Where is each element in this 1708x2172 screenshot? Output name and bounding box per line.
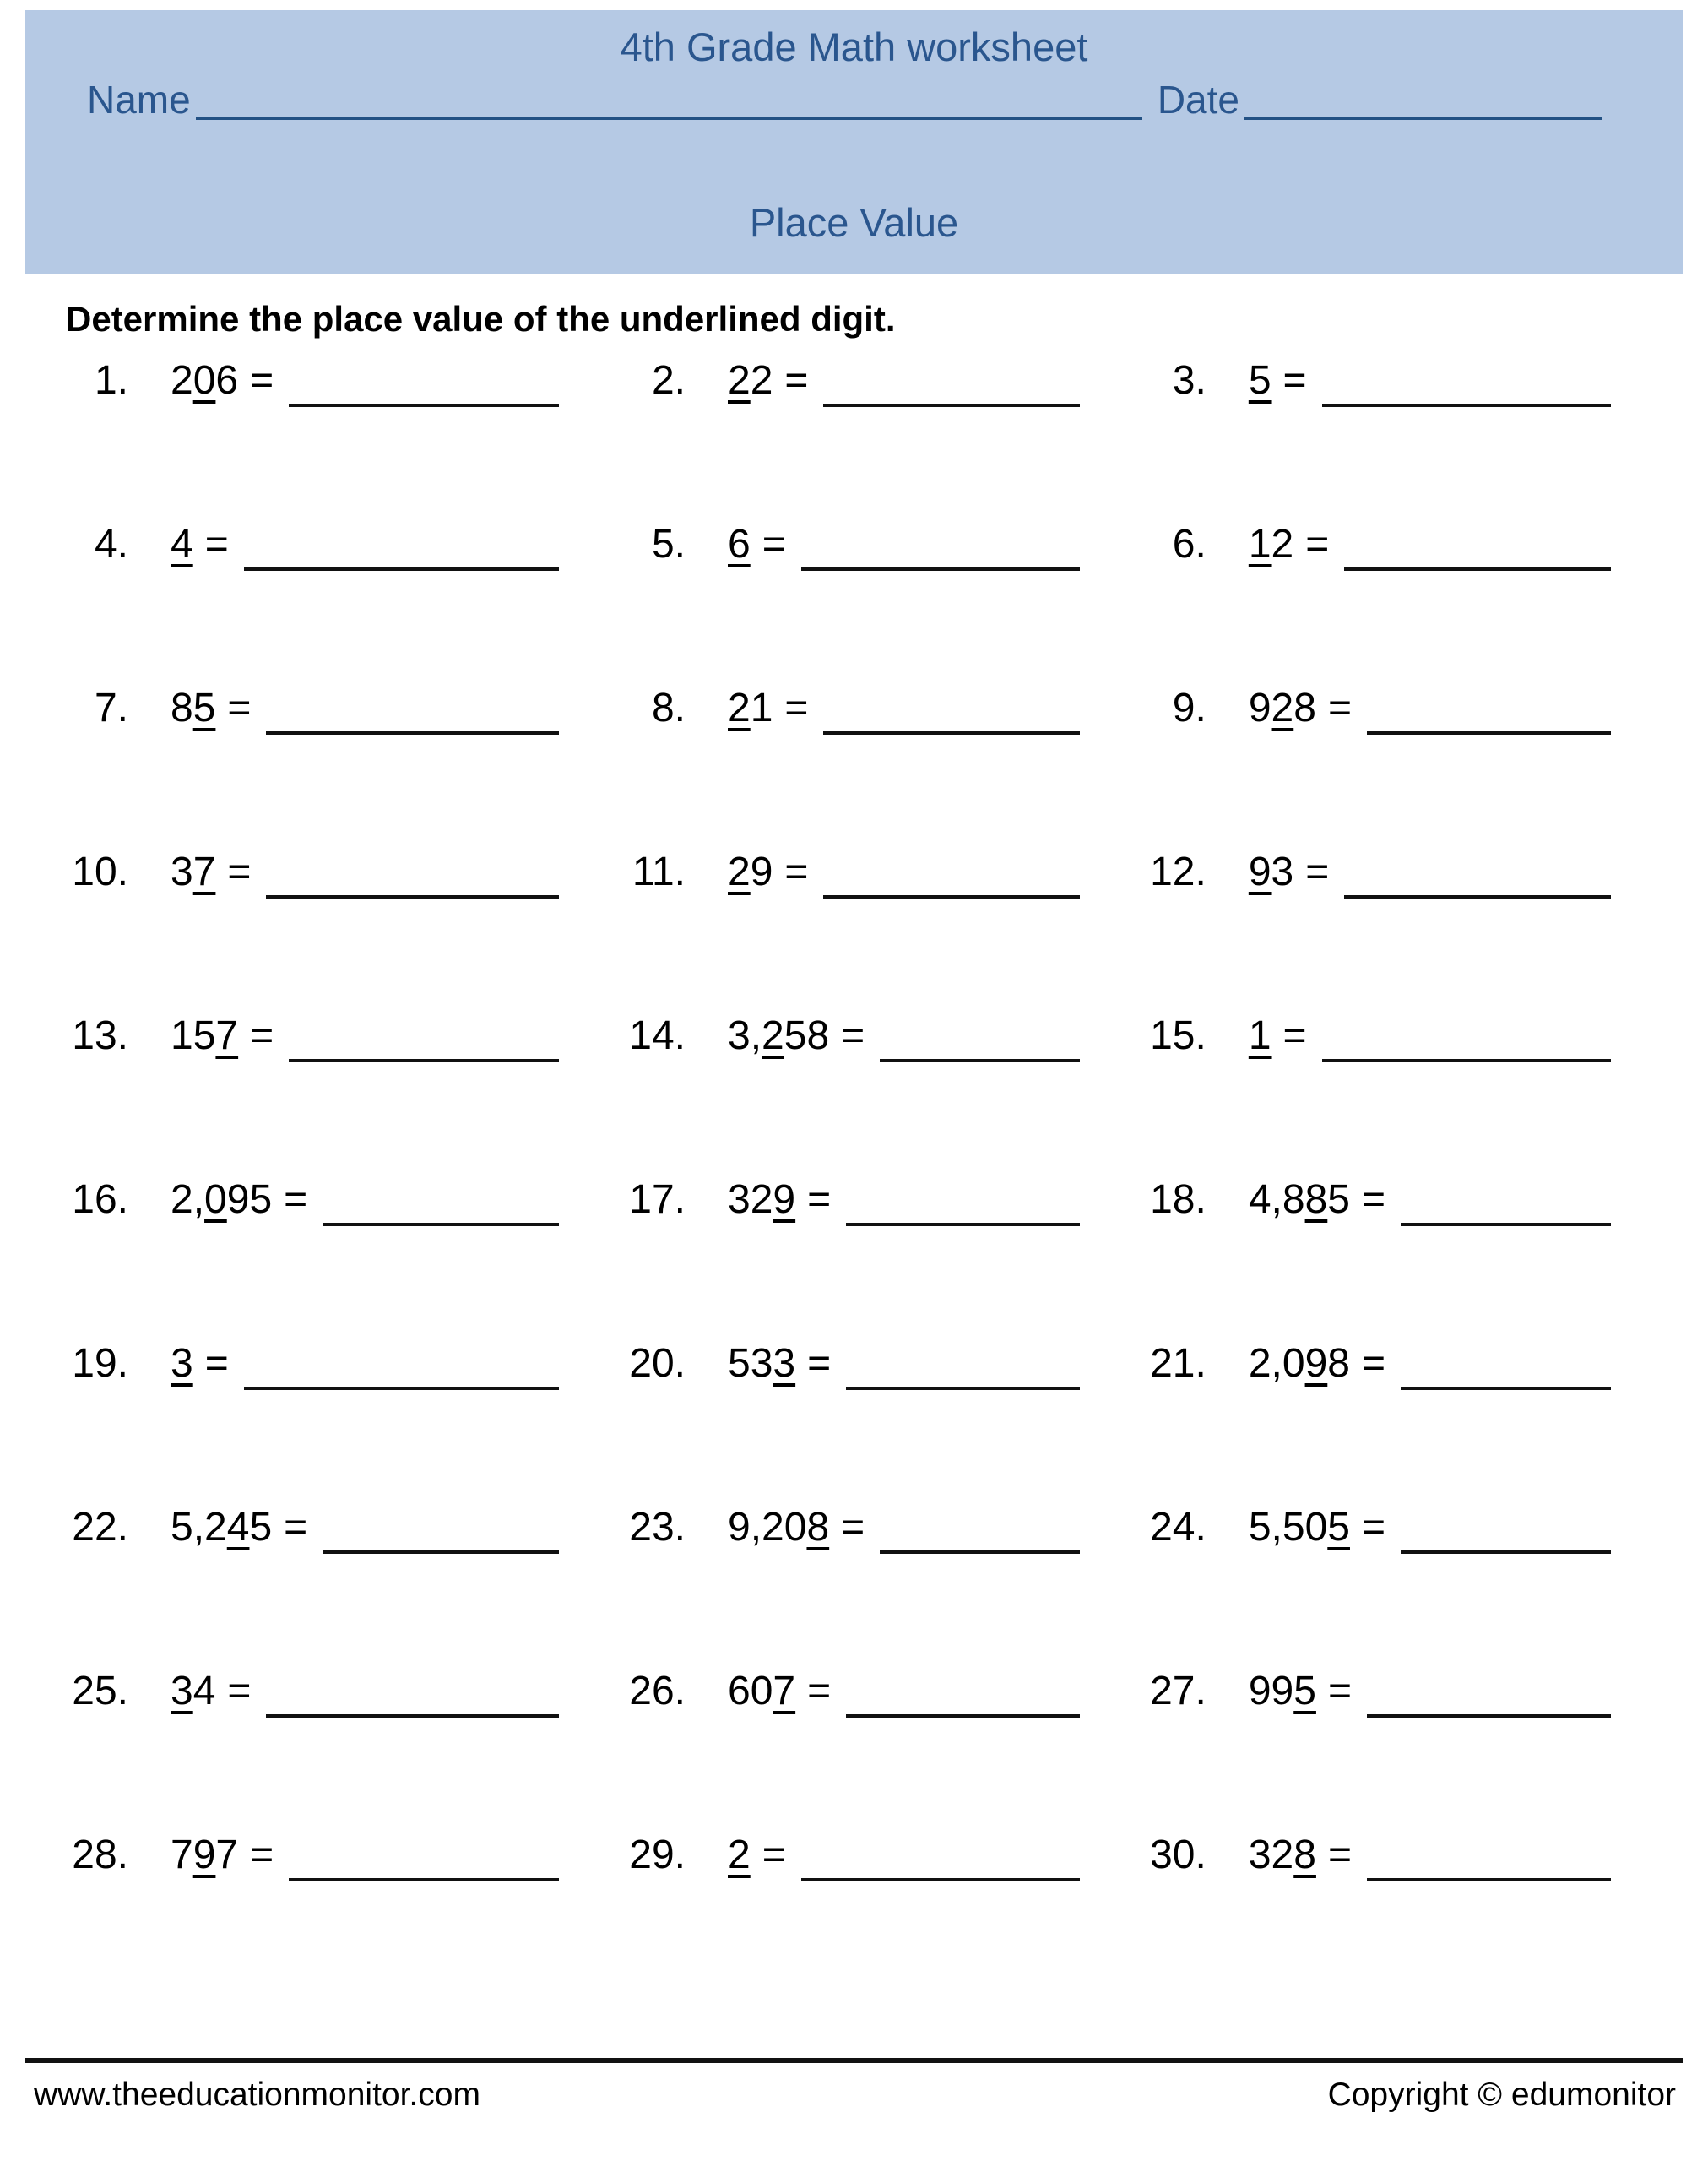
problem-item [1126,1323,1657,1487]
equals-sign: = [841,1505,865,1550]
problem-expression [728,1832,786,1879]
problem-item [48,1487,605,1651]
problem-item [1126,668,1657,832]
underlined-digit: 2 [728,850,751,894]
digit: 0 [750,1669,773,1713]
answer-blank-line [846,1387,1080,1390]
answer-blank-line [880,1550,1080,1554]
problem-number: 22. [72,1505,128,1550]
problem-number: 11. [632,850,686,894]
problem-expression [728,521,786,568]
problem-number: 5. [651,522,686,567]
underlined-digit: 9 [773,1177,796,1222]
problem-number: 15. [1150,1013,1206,1058]
digit: 1 [171,1013,193,1058]
problem-number: 1. [94,358,128,403]
equals-sign: = [1361,1177,1386,1222]
answer-blank-line [266,1714,559,1718]
worksheet-header [25,10,1683,274]
digit: 2 [1271,522,1294,567]
problem-number: 3. [1172,358,1206,403]
problem-expression [171,1340,229,1387]
equals-sign: = [784,850,809,894]
equals-sign: = [807,1669,832,1713]
problem-expression [171,1668,251,1715]
problem-number: 14. [629,1013,686,1058]
digit: 3 [728,1177,751,1222]
underlined-digit: 7 [192,850,216,894]
equals-sign: = [784,358,809,403]
answer-blank-line [1367,1878,1611,1881]
problem-number: 18. [1150,1177,1206,1222]
underlined-digit: 0 [192,358,216,403]
problem-number: 6. [1172,522,1206,567]
digit: 2 [750,1177,773,1222]
website-url: www.theeducationmonitor.com [34,2077,480,2113]
problem-number: 28. [72,1833,128,1877]
underlined-digit: 5 [192,686,216,730]
digit: 0 [784,1505,807,1550]
problem-expression [171,1013,274,1060]
equals-sign: = [807,1177,832,1222]
problem-item [1126,996,1657,1159]
equals-sign: = [204,1341,229,1386]
problem-item [605,1323,1126,1487]
underlined-digit: 9 [192,1833,216,1877]
digit: 6 [215,358,239,403]
problem-number: 29. [629,1833,686,1877]
problem-number: 8. [651,686,686,730]
date-blank-line [1244,117,1602,120]
problem-item [48,1159,605,1323]
problem-item [605,1815,1126,1979]
problem-number: 20. [629,1341,686,1386]
digit: 2 [750,358,773,403]
digit: 9 [226,1177,250,1222]
equals-sign: = [807,1341,832,1386]
underlined-digit: 3 [773,1341,796,1386]
answer-blank-line [880,1059,1080,1062]
digit: , [1271,1505,1282,1550]
digit: 5 [1282,1505,1305,1550]
problem-expression [171,357,274,405]
digit: 2 [1271,1833,1294,1877]
digit: , [192,1177,205,1222]
equals-sign: = [250,1833,274,1877]
problem-number: 2. [651,358,686,403]
problem-item [605,832,1126,996]
problem-expression [728,1013,865,1060]
underlined-digit: 9 [1304,1341,1328,1386]
problem-number: 30. [1150,1833,1206,1877]
equals-sign: = [227,850,252,894]
digit: 0 [1304,1505,1328,1550]
digit: 9 [1248,686,1272,730]
problem-expression [728,1176,831,1224]
digit: 3 [1271,850,1294,894]
problem-expression [1249,357,1307,405]
problem-item [1126,1651,1657,1815]
equals-sign: = [762,522,786,567]
problem-number: 24. [1150,1505,1206,1550]
copyright-text: Copyright © edumonitor [1327,2077,1676,2113]
equals-sign: = [841,1013,865,1058]
underlined-digit: 7 [215,1013,239,1058]
answer-blank-line [1322,1059,1611,1062]
equals-sign: = [1327,1669,1352,1713]
problem-item [605,1159,1126,1323]
answer-blank-line [1401,1223,1611,1226]
digit: 5 [784,1013,807,1058]
problem-expression [728,357,808,405]
answer-blank-line [1344,567,1611,571]
problem-expression [1249,1668,1352,1715]
equals-sign: = [1327,686,1352,730]
answer-blank-line [801,1878,1080,1881]
problem-item [1126,832,1657,996]
digit: 5 [171,1505,193,1550]
problem-expression [171,521,229,568]
digit: , [1271,1341,1282,1386]
answer-blank-line [1401,1550,1611,1554]
problem-expression [728,1668,831,1715]
problem-item [1126,1487,1657,1651]
answer-blank-line [1344,895,1611,899]
problem-expression [171,685,251,732]
digit: 3 [750,1341,773,1386]
digit: 2 [171,358,193,403]
problem-item [48,1651,605,1815]
digit: 5 [1327,1177,1350,1222]
equals-sign: = [1361,1341,1386,1386]
answer-blank-line [266,731,559,735]
answer-blank-line [289,1059,559,1062]
digit: 4 [1248,1177,1272,1222]
equals-sign: = [227,1669,252,1713]
underlined-digit: 2 [762,1013,784,1058]
problem-number: 16. [72,1177,128,1222]
problem-item [48,1815,605,1979]
problem-number: 26. [629,1669,686,1713]
equals-sign: = [250,358,274,403]
problem-item [48,1323,605,1487]
digit: 7 [171,1833,193,1877]
equals-sign: = [284,1177,308,1222]
underlined-digit: 8 [806,1505,830,1550]
problem-expression [1249,521,1329,568]
equals-sign: = [1327,1833,1352,1877]
problem-expression [171,1832,274,1879]
underlined-digit: 3 [171,1341,193,1386]
equals-sign: = [1305,850,1330,894]
answer-blank-line [323,1550,559,1554]
problem-item [48,340,605,504]
equals-sign: = [284,1505,308,1550]
digit: 9 [750,850,773,894]
date-label: Date [1157,78,1239,122]
problem-item [48,504,605,668]
equals-sign: = [1282,1013,1307,1058]
equals-sign: = [1305,522,1330,567]
answer-blank-line [244,567,559,571]
problem-number: 10. [72,850,128,894]
problem-expression [171,1504,307,1551]
equals-sign: = [227,686,252,730]
underlined-digit: 5 [1293,1669,1316,1713]
underlined-digit: 2 [1271,686,1294,730]
problem-item [48,996,605,1159]
answer-blank-line [1322,404,1611,407]
digit: 9 [1248,1669,1272,1713]
answer-blank-line [846,1714,1080,1718]
problem-number: 12. [1150,850,1206,894]
underlined-digit: 2 [728,1833,751,1877]
problem-item [1126,1159,1657,1323]
digit: 8 [1282,1177,1305,1222]
problem-expression [1249,1340,1385,1387]
digit: 1 [750,686,773,730]
problem-item [605,668,1126,832]
digit: 6 [728,1669,751,1713]
problem-number: 19. [72,1341,128,1386]
equals-sign: = [1282,358,1307,403]
digit: 5 [249,1505,273,1550]
digit: 2 [171,1177,193,1222]
problem-item [1126,340,1657,504]
problem-number: 7. [94,686,128,730]
problem-item [605,996,1126,1159]
digit: , [750,1505,762,1550]
answer-blank-line [823,731,1079,735]
problem-number: 9. [1172,686,1206,730]
problem-number: 21. [1150,1341,1206,1386]
digit: 3 [171,850,193,894]
answer-blank-line [846,1223,1080,1226]
answer-blank-line [323,1223,559,1226]
equals-sign: = [204,522,229,567]
digit: 8 [806,1013,830,1058]
name-blank-line [196,117,1142,120]
problem-item [48,832,605,996]
problem-item [1126,1815,1657,1979]
problem-expression [1249,1832,1352,1879]
underlined-digit: 4 [226,1505,250,1550]
answer-blank-line [1367,731,1611,735]
answer-blank-line [244,1387,559,1390]
problem-number: 25. [72,1669,128,1713]
digit: 9 [1271,1669,1294,1713]
digit: , [1271,1177,1282,1222]
digit: 8 [171,686,193,730]
underlined-digit: 1 [1248,1013,1272,1058]
underlined-digit: 1 [1248,522,1272,567]
problem-expression [728,1340,831,1387]
problems-grid [0,340,1708,1979]
problem-item [605,340,1126,504]
digit: 7 [215,1833,239,1877]
answer-blank-line [1401,1387,1611,1390]
underlined-digit: 2 [728,358,751,403]
problem-number: 23. [629,1505,686,1550]
problem-number: 4. [94,522,128,567]
equals-sign: = [250,1013,274,1058]
underlined-digit: 7 [773,1669,796,1713]
digit: 5 [728,1341,751,1386]
answer-blank-line [823,895,1079,899]
footer [0,2063,1708,2114]
problem-expression [171,849,251,896]
problem-expression [1249,685,1352,732]
problem-expression [728,685,808,732]
problem-expression [728,849,808,896]
answer-blank-line [289,404,559,407]
problem-expression [1249,1504,1385,1551]
digit: , [750,1013,762,1058]
underlined-digit: 6 [728,522,751,567]
answer-blank-line [1367,1714,1611,1718]
problem-item [48,668,605,832]
equals-sign: = [784,686,809,730]
page-title: 4th Grade Math worksheet [620,24,1088,69]
answer-blank-line [289,1878,559,1881]
problem-number: 17. [629,1177,686,1222]
problem-expression [171,1176,307,1224]
underlined-digit: 5 [1327,1505,1350,1550]
underlined-digit: 0 [204,1177,227,1222]
equals-sign: = [1361,1505,1386,1550]
problem-item [605,1651,1126,1815]
problem-number: 27. [1150,1669,1206,1713]
problem-item [605,1487,1126,1651]
underlined-digit: 8 [1293,1833,1316,1877]
digit: 2 [204,1505,227,1550]
digit: 2 [762,1505,784,1550]
problem-expression [1249,849,1329,896]
digit: 0 [1282,1341,1305,1386]
digit: 8 [1293,686,1316,730]
problem-expression [1249,1013,1307,1060]
digit: 5 [192,1013,216,1058]
answer-blank-line [801,567,1080,571]
underlined-digit: 3 [171,1669,193,1713]
problem-expression [728,1504,865,1551]
equals-sign: = [762,1833,786,1877]
underlined-digit: 4 [171,522,193,567]
digit: 4 [192,1669,216,1713]
name-date-row [25,78,1683,122]
digit: 5 [249,1177,273,1222]
problem-number: 13. [72,1013,128,1058]
problem-item [1126,504,1657,668]
problem-expression [1249,1176,1385,1224]
digit: 8 [1327,1341,1350,1386]
instruction-text: Determine the place value of the underlined digit. [66,299,896,339]
digit: 2 [1248,1341,1272,1386]
digit: 5 [1248,1505,1272,1550]
answer-blank-line [266,895,559,899]
underlined-digit: 9 [1248,850,1272,894]
name-label: Name [87,78,191,122]
underlined-digit: 2 [728,686,751,730]
digit: 3 [1248,1833,1272,1877]
worksheet-subtitle: Place Value [749,200,959,245]
digit: , [192,1505,205,1550]
digit: 9 [728,1505,751,1550]
digit: 3 [728,1013,751,1058]
underlined-digit: 8 [1304,1177,1328,1222]
underlined-digit: 5 [1248,358,1272,403]
problem-item [605,504,1126,668]
answer-blank-line [823,404,1079,407]
